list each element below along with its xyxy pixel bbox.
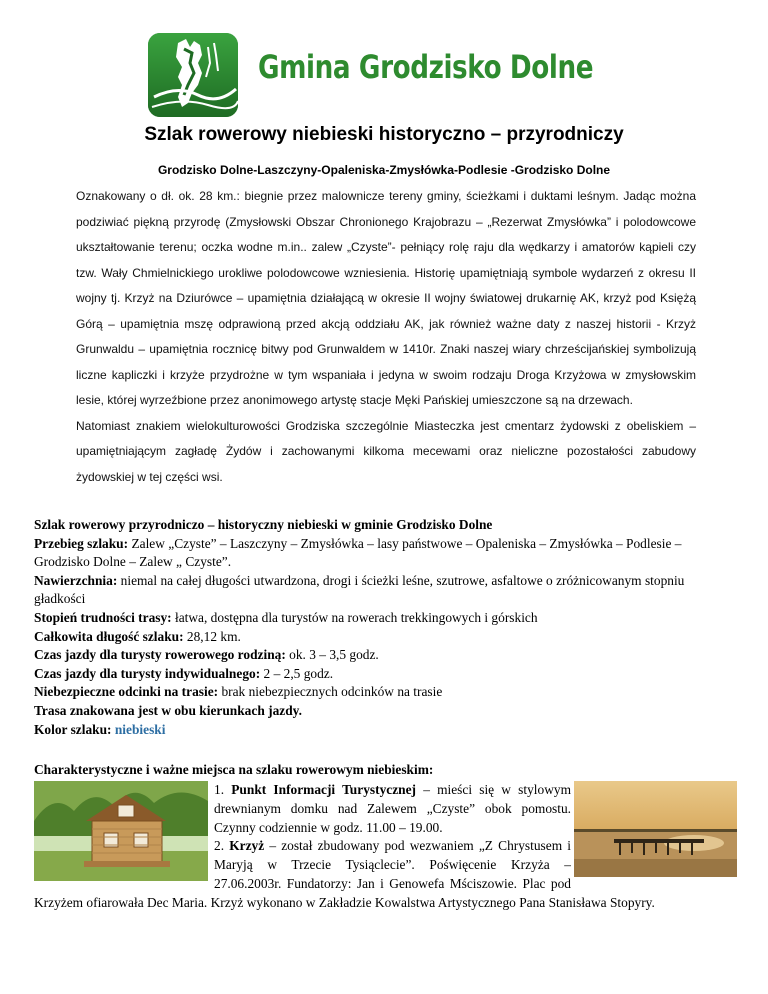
info-length-label: Całkowita długość szlaku: <box>34 628 184 644</box>
route-subtitle: Grodzisko Dolne-Laszczyny-Opaleniska-Zmysłówka-Podlesie -Grodzisko Dolne <box>157 163 611 177</box>
place-2-text: – został zbudowany pod wezwaniem „Z Chrystusem i Maryją w Trzecie Tysiąclecie”. Poświęcenie Krzyża – 27.06.2003r. Fundatorzy: Jan i Genowefa Mściszowie. Plac pod Krzyżem ofiarowała Dec Maria. Krzyż wykonano w Zakładzie Kowalstwa Artystycznego Pana Stanisława Stopyry. <box>34 838 655 910</box>
trail-info <box>34 516 739 739</box>
landscape-logo-icon <box>148 33 238 117</box>
info-route-value: Zalew „Czyste” – Laszczyny – Zmysłówka – lasy państwowe – Opaleniska – Zmysłówka – Podlesie – Grodzisko Dolne – Zalew „ Czyste”. <box>34 535 682 570</box>
info-surface-value: niemal na całej długości utwardzona, drogi i ścieżki leśne, szutrowe, asfaltowe o zróżnicowanym stopniu gładkości <box>34 572 685 607</box>
info-route-label: Przebieg szlaku: <box>34 535 129 551</box>
gmina-logo <box>148 33 238 117</box>
info-both-ways: Trasa znakowana jest w obu kierunkach jazdy. <box>34 702 302 718</box>
page-title: Szlak rowerowy niebieski historyczno – przyrodniczy <box>144 124 624 145</box>
lake-pier-photo <box>574 781 737 877</box>
info-family-time <box>34 646 739 665</box>
info-family-value: ok. 3 – 3,5 godz. <box>285 647 379 663</box>
info-difficulty <box>34 609 739 628</box>
place-2-title: Krzyż <box>229 838 265 854</box>
place-1-number: 1. <box>214 782 232 797</box>
info-difficulty-label: Stopień trudności trasy: <box>34 609 172 625</box>
info-length <box>34 628 739 647</box>
intro-paragraph-1: Oznakowany o dł. ok. 28 km.: biegnie przez malownicze tereny gminy, ścieżkami i duktami leśnym. Jadąc można podziwiać piękną przyrodę (Zmysłowski Obszar Chronionego Krajobrazu – „Rezerwat Zmysłówka” i polodowcowe ukształtowanie terenu; oczka wodne m.in.. zalew „Czyste”- pełniący rolę raju dla wędkarzy i amatorów kąpieli czy tzw. Wały Chmielnickiego urokliwe polodowcowe wzniesienia. Historię upamiętniają symbole wydarzeń z okresu II wojny tj. Krzyż na Dziurówce – upamiętnia działającą w okresie II wojny światowej drukarnię AK, krzyż pod Księżą Górą – upamiętnia mszę odprawioną przed akcją oddziału AK, jak również ważne daty z naszej historii - Krzyż Grunwaldu – upamiętnia rocznicę bitwy pod Grunwaldem w 1410r. Znaki naszej wiary chrześcijańskiej symbolizują liczne kapliczki i krzyże przydrożne w tym wspaniała i jedyna w swoim rodzaju Droga Krzyżowa w zmysłowskim lesie, której wyrzeźbione przez anonimowego artystę stacje Męki Pańskiej umieszczone są na drzewach. <box>76 189 696 407</box>
brand-name: Gmina Grodzisko Dolne <box>258 48 594 86</box>
info-danger-value: brak niebezpiecznych odcinków na trasie <box>218 684 443 700</box>
info-surface <box>34 572 739 609</box>
place-2-number: 2. <box>214 838 230 854</box>
wooden-house-photo <box>34 781 208 881</box>
intro-paragraph-2: Natomiast znakiem wielokulturowości Grodziska szczególnie Miasteczka jest cmentarz żydowski z obeliskiem – upamiętniającym zagładę Żydów i zachowanymi kilkoma mecewami oraz nieliczne pozostałości zabudowy żydowskiej w tej części wsi. <box>76 418 696 484</box>
info-solo-time <box>34 665 739 684</box>
info-surface-label: Nawierzchnia: <box>34 572 118 588</box>
info-danger-label: Niebezpieczne odcinki na trasie: <box>34 684 219 700</box>
info-danger <box>34 683 739 702</box>
info-length-value: 28,12 km. <box>183 628 241 644</box>
place-1-title: Punkt Informacji Turystycznej <box>231 782 416 797</box>
trail-info-heading: Szlak rowerowy przyrodniczo – historyczny niebieski w gminie Grodzisko Dolne <box>34 517 493 532</box>
places-heading: Charakterystyczne i ważne miejsca na szlaku rowerowym niebieskim: <box>34 762 434 777</box>
info-color <box>34 721 739 740</box>
info-solo-value: 2 – 2,5 godz. <box>260 665 334 681</box>
intro-text <box>76 184 696 490</box>
info-solo-label: Czas jazdy dla turysty indywidualnego: <box>34 665 261 681</box>
info-route <box>34 535 739 572</box>
info-difficulty-value: łatwa, dostępna dla turystów na rowerach trekkingowych i górskich <box>171 609 538 625</box>
info-color-label: Kolor szlaku: <box>34 721 112 737</box>
info-family-label: Czas jazdy dla turysty rowerowego rodziną: <box>34 647 286 663</box>
place-1-text: – mieści się w stylowym drewnianym domku nad Zalewem „Czyste” obok pomostu. Czynny codziennie w godz. 11.00 – 19.00. <box>214 782 571 835</box>
info-color-value: niebieski <box>114 721 166 737</box>
